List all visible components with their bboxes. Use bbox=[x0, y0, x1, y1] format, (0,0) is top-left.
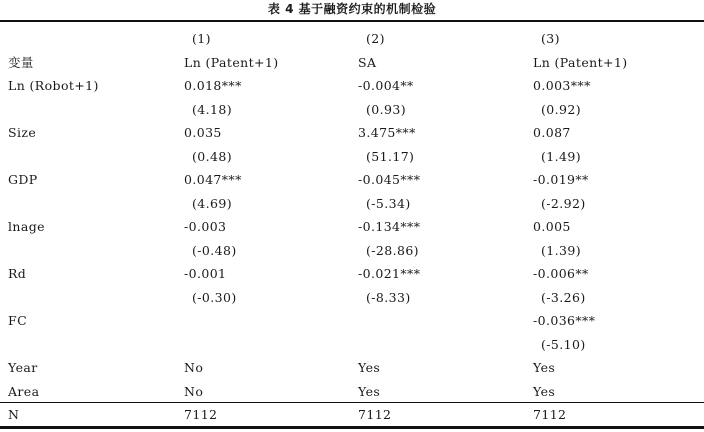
t-statistic: (51.17) bbox=[366, 148, 415, 164]
coefficient: -0.036*** bbox=[533, 313, 596, 328]
tstat-row bbox=[0, 240, 704, 264]
t-statistic: (0.48) bbox=[192, 148, 232, 164]
t-statistic: (0.93) bbox=[366, 101, 406, 117]
tstat-row bbox=[0, 287, 704, 311]
table-row bbox=[0, 169, 704, 193]
coefficient: 0.047*** bbox=[184, 172, 242, 187]
coefficient: 0.018*** bbox=[184, 78, 242, 93]
table-row bbox=[0, 75, 704, 99]
t-statistic: (0.92) bbox=[541, 101, 581, 117]
coefficient: Yes bbox=[533, 383, 556, 399]
header-row bbox=[0, 52, 704, 76]
t-statistic: (-5.34) bbox=[366, 195, 411, 211]
column-number-row bbox=[0, 28, 704, 52]
coefficient: No bbox=[184, 383, 204, 399]
coefficient: 0.035 bbox=[184, 125, 222, 140]
variable-name: Ln (Robot+1) bbox=[8, 78, 99, 93]
t-statistic: (4.18) bbox=[192, 101, 232, 117]
t-statistic: (-8.33) bbox=[366, 289, 411, 305]
variable-name: N bbox=[8, 407, 20, 422]
variable-name: Year bbox=[8, 360, 38, 375]
coefficient: 0.005 bbox=[533, 219, 571, 234]
table-row bbox=[0, 263, 704, 287]
dependent-variable-header: SA bbox=[358, 54, 377, 70]
coefficient: 7112 bbox=[533, 407, 567, 422]
variable-name: Rd bbox=[8, 266, 27, 281]
table-row bbox=[0, 216, 704, 240]
t-statistic: (4.69) bbox=[192, 195, 232, 211]
coefficient: -0.006** bbox=[533, 266, 589, 281]
coefficient: Yes bbox=[533, 360, 556, 375]
coefficient: 7112 bbox=[358, 407, 392, 422]
coefficient: Yes bbox=[358, 360, 381, 375]
tstat-row bbox=[0, 146, 704, 170]
coefficient: -0.019** bbox=[533, 172, 589, 187]
tstat-row bbox=[0, 99, 704, 123]
table-title: 表 4 基于融资约束的机制检验 bbox=[267, 2, 437, 16]
column-number: (2) bbox=[366, 31, 385, 46]
coefficient: -0.045*** bbox=[358, 172, 421, 187]
variable-name: Area bbox=[8, 383, 40, 399]
t-statistic: (-5.10) bbox=[541, 336, 586, 352]
coefficient: Yes bbox=[358, 383, 381, 399]
t-statistic: (-28.86) bbox=[366, 242, 419, 258]
tstat-row bbox=[0, 334, 704, 358]
regression-table bbox=[0, 28, 704, 428]
variable-name: lnage bbox=[8, 219, 45, 234]
coefficient: -0.001 bbox=[184, 266, 227, 281]
coefficient: -0.004** bbox=[358, 78, 414, 93]
dependent-variable-header: Ln (Patent+1) bbox=[184, 54, 279, 70]
variable-name: FC bbox=[8, 313, 28, 328]
t-statistic: (-0.48) bbox=[192, 242, 237, 258]
variable-name: Size bbox=[8, 125, 37, 140]
variable-name: GDP bbox=[8, 172, 38, 187]
coefficient: 7112 bbox=[184, 407, 218, 422]
coefficient: -0.021*** bbox=[358, 266, 421, 281]
coefficient: 3.475*** bbox=[358, 125, 416, 140]
coefficient: -0.003 bbox=[184, 219, 227, 234]
column-number: (3) bbox=[541, 31, 560, 46]
t-statistic: (-0.30) bbox=[192, 289, 237, 305]
table-row bbox=[0, 122, 704, 146]
table-row bbox=[0, 381, 704, 405]
tstat-row bbox=[0, 193, 704, 217]
table-row bbox=[0, 404, 704, 428]
t-statistic: (-2.92) bbox=[541, 195, 586, 211]
top-rule bbox=[0, 20, 704, 22]
table-row bbox=[0, 357, 704, 381]
dependent-variable-header: Ln (Patent+1) bbox=[533, 54, 628, 70]
coefficient: No bbox=[184, 360, 204, 375]
coefficient: 0.087 bbox=[533, 125, 571, 140]
bottom-rule bbox=[0, 426, 704, 429]
t-statistic: (-3.26) bbox=[541, 289, 586, 305]
table-row bbox=[0, 310, 704, 334]
variable-header: 变量 bbox=[8, 54, 34, 70]
column-number: (1) bbox=[192, 31, 211, 46]
coefficient: -0.134*** bbox=[358, 219, 421, 234]
coefficient: 0.003*** bbox=[533, 78, 591, 93]
t-statistic: (1.39) bbox=[541, 242, 581, 258]
t-statistic: (1.49) bbox=[541, 148, 581, 164]
mid-rule bbox=[0, 402, 704, 403]
